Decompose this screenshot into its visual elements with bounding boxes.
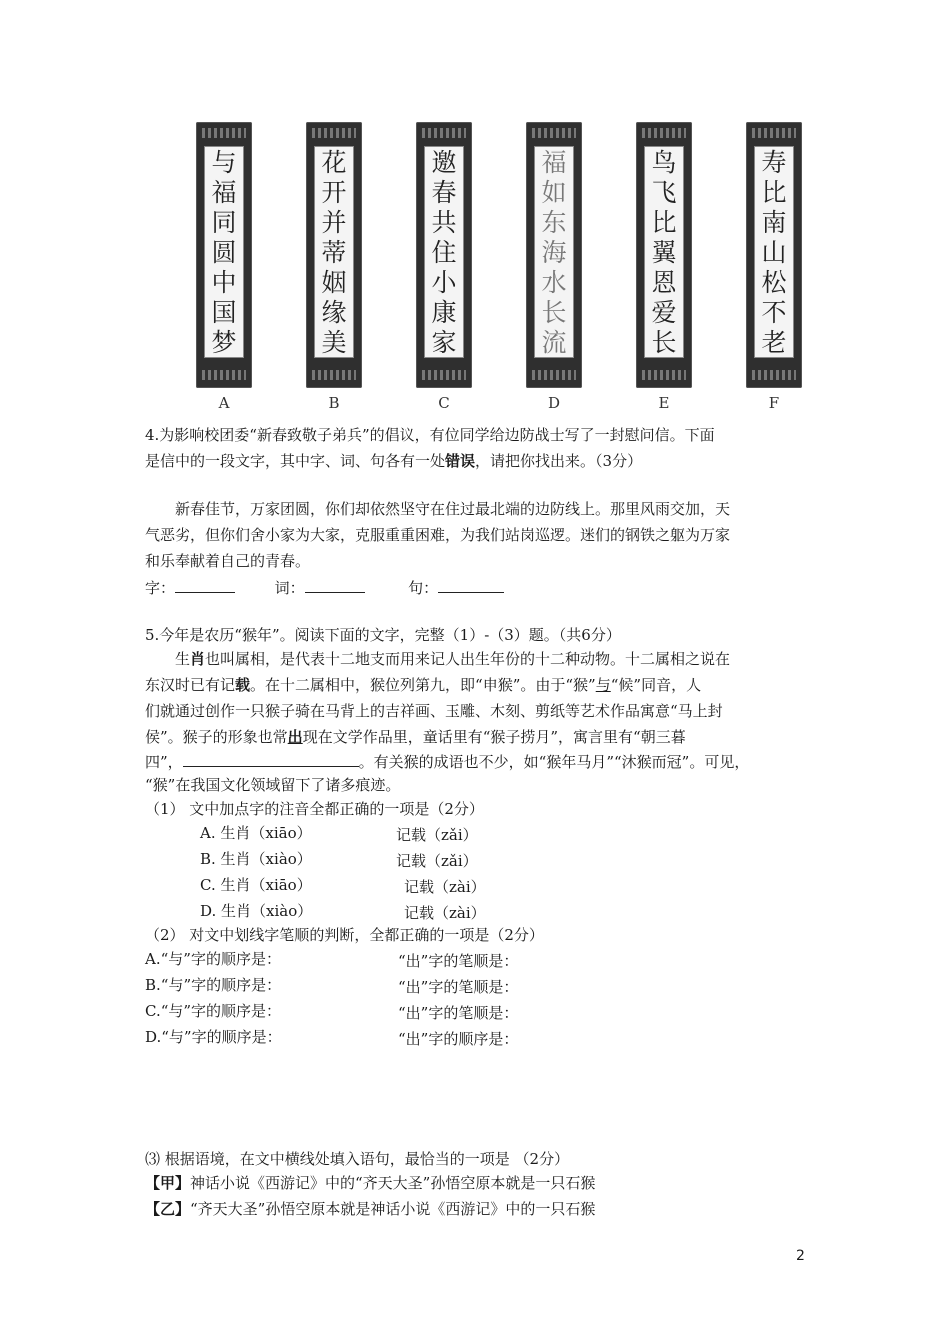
q5-title: 5.今年是农历“猴年”。阅读下面的文字，完整（1）-（3）题。（共6分）: [145, 626, 621, 644]
q4-paragraph-line2: 气恶劣，但你们舍小家为大家，克服重重困难，为我们站岗巡逻。迷们的钢铁之躯为万家: [145, 526, 731, 544]
sub2-option-a[interactable]: A.“与”字的顺序是：: [145, 950, 281, 968]
couplet-char: 福: [541, 147, 567, 177]
answer-label-zi: 字：: [145, 579, 176, 597]
scroll-top-ornament: [202, 128, 246, 138]
q5-passage-line2: [145, 676, 701, 694]
option-tag-yi: 【乙】: [145, 1200, 191, 1218]
sub1-option-c[interactable]: C. 生肖（xiāo）: [200, 876, 312, 894]
couplet-char: 国: [211, 297, 237, 327]
sub1-option-b[interactable]: B. 生肖（xiào）: [200, 850, 312, 868]
page-number: 2: [796, 1248, 805, 1264]
q5-text: 四”，: [145, 753, 183, 771]
q5-sub1-prompt: （1） 文中加点字的注音全都正确的一项是（2分）: [145, 800, 484, 818]
couplet-char: 住: [431, 237, 457, 267]
couplet-char: 恩: [651, 267, 677, 297]
scroll-top-ornament: [422, 128, 466, 138]
scroll-top-ornament: [532, 128, 576, 138]
couplet-char: 康: [431, 297, 457, 327]
dotted-char-xiao: 肖: [190, 650, 206, 668]
answer-label-ci: 词：: [274, 579, 305, 597]
couplet-char: 缘: [321, 297, 347, 327]
sub2-option-a-right: “出”字的笔顺是：: [398, 952, 519, 970]
couplet-label-f: F: [768, 394, 780, 412]
q5-text: 东汉时已有记: [145, 676, 236, 694]
couplet-scroll-a: [196, 122, 252, 388]
couplet-char: 翼: [651, 237, 677, 267]
answer-blank-ju[interactable]: [438, 578, 504, 593]
couplet-scroll-d: [526, 122, 582, 388]
couplet-scroll-e: [636, 122, 692, 388]
couplet-label-c: C: [438, 394, 450, 412]
scroll-bottom-ornament: [202, 370, 246, 380]
q4-intro-line1: 4.为影响校团委“新春致敬子弟兵”的倡议，有位同学给边防战士写了一封慰问信。下面: [145, 426, 715, 444]
sub3-option-jia[interactable]: [145, 1174, 595, 1192]
answer-blank-ci[interactable]: [305, 578, 365, 593]
q4-intro-bold: 错误: [445, 452, 476, 470]
couplet-char: 老: [761, 327, 787, 357]
couplet-char: 流: [541, 327, 567, 357]
couplet-char: 并: [321, 207, 347, 237]
sub3-option-yi[interactable]: [145, 1200, 595, 1218]
option-tag-jia: 【甲】: [145, 1174, 191, 1192]
scroll-bottom-ornament: [422, 370, 466, 380]
scroll-top-ornament: [752, 128, 796, 138]
option-text-jia: 神话小说《西游记》中的“齐天大圣”孙悟空原本就是一只石猴: [190, 1174, 596, 1192]
couplet-char: 家: [431, 327, 457, 357]
dotted-char-zai: 载: [235, 676, 251, 694]
couplet-char: 圆: [211, 237, 237, 267]
q5-passage-line6: “猴”在我国文化领域留下了诸多痕迹。: [145, 776, 401, 794]
couplet-char: 共: [431, 207, 457, 237]
couplet-scroll-f: [746, 122, 802, 388]
answer-label-ju: 句：: [408, 579, 439, 597]
couplet-char: 福: [211, 177, 237, 207]
couplet-text-f: [754, 146, 794, 358]
q4-intro-text: ，请把你找出来。（3分）: [475, 452, 643, 470]
couplet-char: 比: [761, 177, 787, 207]
couplet-label-b: B: [328, 394, 340, 412]
q4-paragraph-line1: 新春佳节，万家团圆，你们却依然坚守在住过最北端的边防线上。那里风雨交加，天: [175, 500, 731, 518]
couplet-char: 梦: [211, 327, 237, 357]
sub2-option-d-right: “出”字的顺序是：: [398, 1030, 519, 1048]
couplet-char: 与: [211, 147, 237, 177]
q5-passage-line3: 们就通过创作一只猴子骑在马背上的吉祥画、玉雕、木刻、剪纸等艺术作品寓意“马上封: [145, 702, 723, 720]
couplet-char: 不: [761, 297, 787, 327]
couplet-char: 鸟: [651, 147, 677, 177]
couplet-char: 松: [761, 267, 787, 297]
q5-passage-line4: [145, 728, 686, 746]
sub2-option-c-right: “出”字的笔顺是：: [398, 1004, 519, 1022]
couplet-char: 春: [431, 177, 457, 207]
q5-text: 现在文学作品里，童话里有“猴子捞月”，寓言里有“朝三暮: [302, 728, 686, 746]
couplet-char: 姻: [321, 267, 347, 297]
q5-text: 也叫属相，是代表十二地支而用来记人出生年份的十二种动物。十二属相之说在: [205, 650, 731, 668]
couplet-text-a: [204, 146, 244, 358]
couplet-char: 蒂: [321, 237, 347, 267]
q5-text: 侯”。猴子的形象也常: [145, 728, 288, 746]
couplet-image-group: [190, 122, 810, 412]
couplet-scroll-b: [306, 122, 362, 388]
scroll-bottom-ornament: [752, 370, 796, 380]
couplet-char: 东: [541, 207, 567, 237]
couplet-char: 比: [651, 207, 677, 237]
q5-text: 生: [175, 650, 191, 668]
q4-answer-line: [145, 578, 504, 597]
sub1-option-d[interactable]: D. 生肖（xiào）: [200, 902, 313, 920]
couplet-char: 长: [541, 297, 567, 327]
couplet-char: 长: [651, 327, 677, 357]
q4-intro-text: 是信中的一段文字，其中字、词、句各有一处: [145, 452, 446, 470]
couplet-char: 山: [761, 237, 787, 267]
underlined-char-yu: 与: [595, 676, 611, 694]
couplet-scroll-c: [416, 122, 472, 388]
couplet-char: 开: [321, 177, 347, 207]
q5-sub2-prompt: （2） 对文中划线字笔顺的判断，全都正确的一项是（2分）: [145, 926, 544, 944]
couplet-label-a: A: [218, 394, 230, 412]
q5-text: 。有关猴的成语也不少，如“猴年马月”“沐猴而冠”。可见，: [358, 753, 750, 771]
fill-blank-line[interactable]: [183, 752, 359, 767]
scroll-top-ornament: [312, 128, 356, 138]
couplet-char: 南: [761, 207, 787, 237]
option-text-yi: “齐天大圣”孙悟空原本就是神话小说《西游记》中的一只石猴: [190, 1200, 596, 1218]
couplet-char: 中: [211, 267, 237, 297]
sub1-option-d-right: 记载（zài）: [404, 904, 486, 922]
answer-blank-zi[interactable]: [175, 578, 235, 593]
sub1-option-b-right: 记载（zǎi）: [396, 852, 478, 870]
couplet-char: 邀: [431, 147, 457, 177]
sub2-option-c[interactable]: C.“与”字的顺序是：: [145, 1002, 282, 1020]
sub1-option-a-right: 记载（zǎi）: [396, 826, 478, 844]
couplet-char: 小: [431, 267, 457, 297]
couplet-char: 海: [541, 237, 567, 267]
q5-text: 。在十二属相中，猴位列第九，即“申猴”。由于“猴”: [250, 676, 596, 694]
sub2-option-b-right: “出”字的笔顺是：: [398, 978, 519, 996]
q5-text: “候”同音，人: [610, 676, 702, 694]
couplet-char: 美: [321, 327, 347, 357]
couplet-label-d: D: [547, 394, 561, 412]
couplet-char: 花: [321, 147, 347, 177]
q4-paragraph-line3: 和乐奉献着自己的青春。: [145, 552, 311, 570]
sub1-option-c-right: 记载（zài）: [404, 878, 486, 896]
scroll-bottom-ornament: [642, 370, 686, 380]
q5-passage-line5: [145, 752, 749, 771]
sub1-option-a[interactable]: A. 生肖（xiāo）: [200, 824, 312, 842]
underlined-char-chu: 出: [287, 728, 303, 746]
couplet-text-c: [424, 146, 464, 358]
q5-passage-line1: [175, 650, 730, 668]
couplet-char: 同: [211, 207, 237, 237]
q5-sub3-prompt: ⑶ 根据语境，在文中横线处填入语句，最恰当的一项是 （2分）: [145, 1150, 570, 1168]
couplet-text-d: [534, 146, 574, 358]
sub2-option-d[interactable]: D.“与”字的顺序是：: [145, 1028, 282, 1046]
couplet-char: 如: [541, 177, 567, 207]
scroll-top-ornament: [642, 128, 686, 138]
couplet-text-b: [314, 146, 354, 358]
couplet-char: 爱: [651, 297, 677, 327]
couplet-char: 飞: [651, 177, 677, 207]
couplet-label-e: E: [658, 394, 670, 412]
couplet-char: 水: [541, 267, 567, 297]
scroll-bottom-ornament: [312, 370, 356, 380]
couplet-char: 寿: [761, 147, 787, 177]
scroll-bottom-ornament: [532, 370, 576, 380]
sub2-option-b[interactable]: B.“与”字的顺序是：: [145, 976, 282, 994]
q4-intro-line2: [145, 452, 642, 470]
couplet-text-e: [644, 146, 684, 358]
